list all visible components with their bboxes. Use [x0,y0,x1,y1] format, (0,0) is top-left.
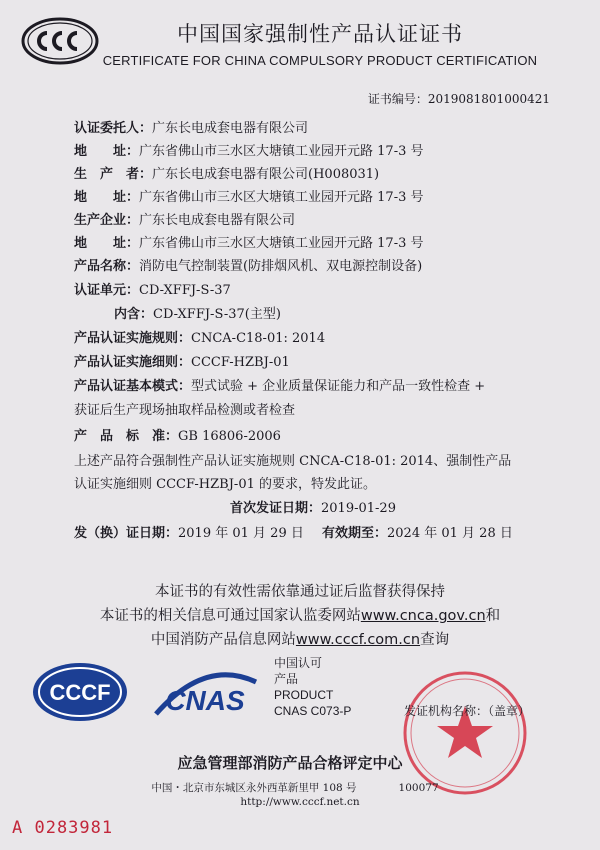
title-en: CERTIFICATE FOR CHINA COMPULSORY PRODUCT CERTIFICATION [102,53,538,68]
contains-row: 内含：CD-XFFJ-S-37(主型) [114,307,281,322]
cccf-logo-text: CCCF [49,680,111,705]
address2-row: 地 址：广东省佛山市三水区大塘镇工业园开元路 17-3 号 [74,190,424,205]
certificate-number: 证书编号：2019081801000421 [367,92,550,106]
cnca-link[interactable]: www.cnca.gov.cn [360,608,486,624]
product-row: 产品名称：消防电气控制装置(防排烟风机、双电源控制设备) [74,259,423,274]
issuing-authority-label: 发证机构名称：（盖章） [404,704,531,718]
mode-row-continued: 获证后生产现场抽取样品检测或者检查 [74,403,296,418]
organization-address: 中国・北京市东城区永外西革新里甲 108 号 100077 [151,782,439,794]
cnas-logo [150,662,260,730]
detail-row: 产品认证实施细则：CCCF-HZBJ-01 [74,355,290,370]
statement-line1: 上述产品符合强制性产品认证实施规则 CNCA-C18-01: 2014、强制性产品 [74,454,512,469]
address3-row: 地 址：广东省佛山市三水区大塘镇工业园开元路 17-3 号 [74,236,424,251]
mode-row: 产品认证基本模式：型式试验 + 企业质量保证能力和产品一致性检查 + [74,379,486,394]
issuing-organization: 应急管理部消防产品合格评定中心 [177,754,403,772]
cccf-link[interactable]: www.cccf.com.cn [295,632,421,648]
address1-row: 地 址：广东省佛山市三水区大塘镇工业园开元路 17-3 号 [74,144,424,159]
issue-date: 发（换）证日期：2019 年 01 月 29 日 [74,526,304,541]
unit-row: 认证单元：CD-XFFJ-S-37 [74,283,231,298]
statement-line2: 认证实施细则 CCCF-HZBJ-01 的要求，特发此证。 [74,477,377,492]
standard-row: 产 品 标 准：GB 16806-2006 [74,429,281,444]
organization-url[interactable]: http://www.cccf.net.cn [240,796,360,808]
cccf-logo [30,660,130,728]
validity-line3: 中国消防产品信息网站www.cccf.com.cn查询 [150,632,450,648]
first-issue-date: 首次发证日期：2019-01-29 [230,501,396,516]
title-cn: 中国国家强制性产品认证证书 [177,22,463,46]
factory-row: 生产企业：广东长电成套电器有限公司 [74,213,296,228]
cnas-accreditation-text: 中国认可 产品 PRODUCT CNAS C073-P [274,656,352,718]
applicant-row: 认证委托人：广东长电成套电器有限公司 [74,121,309,136]
validity-line1: 本证书的有效性需依靠通过证后监督获得保持 [155,584,445,600]
serial-number: A 0283981 [12,818,114,838]
cnas-logo-text: CNAS [165,685,245,716]
manufacturer-row: 生 产 者：广东长电成套电器有限公司(H008031) [74,167,380,182]
valid-until: 有效期至：2024 年 01 月 28 日 [322,526,513,541]
validity-line2: 本证书的相关信息可通过国家认监委网站www.cnca.gov.cn和 [99,608,501,624]
rule-row: 产品认证实施规则：CNCA-C18-01: 2014 [74,331,326,346]
